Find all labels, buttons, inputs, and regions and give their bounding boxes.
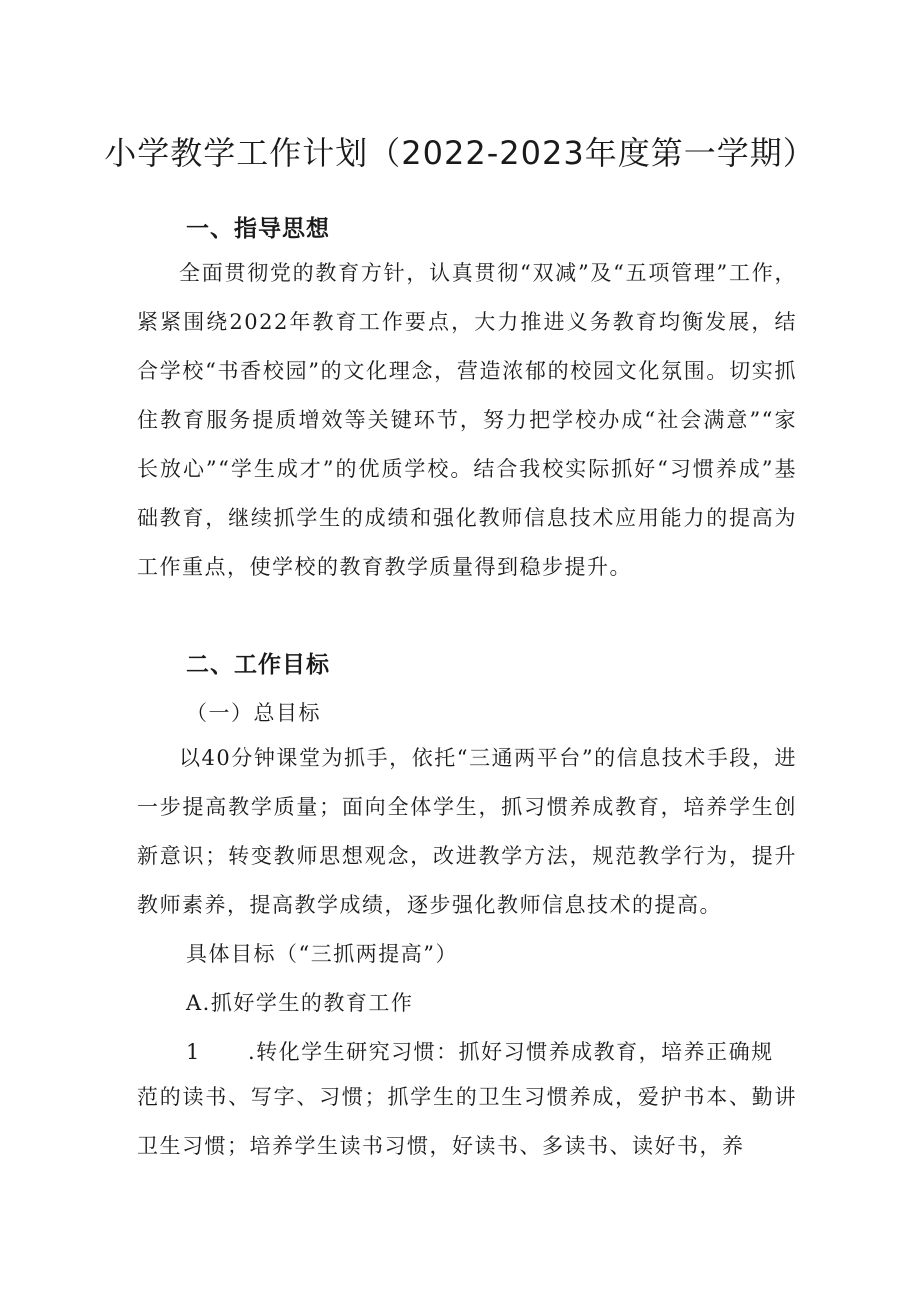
specific-goals-label: 具体目标（“三抓两提高”） [186, 942, 458, 966]
item1-text: .转化学生研究习惯：抓好习惯养成教育，培养正确规 [248, 1040, 774, 1064]
section2-heading: 二、工作目标 [186, 652, 330, 678]
section2-paragraph: 以40分钟课堂为抓手，依托“三通两平台”的信息技术手段，进一步提高教学质量；面向全体学生，抓习惯养成教育，培养学生创新意识；转变教师思想观念，改进教学方法，规范教学行为，提升教师素养，提高教学成绩，逐步强化教师信息技术的提高。 [137, 746, 797, 917]
section1-heading: 一、指导思想 [186, 216, 330, 242]
section2-subheading: （一）总目标 [186, 701, 321, 725]
section1-paragraph: 全面贯彻党的教育方针，认真贯彻“双减”及“五项管理”工作，紧紧围绕2022年教育工作要点，大力推进义务教育均衡发展，结合学校“书香校园”的文化理念，营造浓郁的校园文化氛围。切实抓住教育服务提质增效等关键环节，努力把学校办成“社会满意”“家长放心”“学生成才”的优质学校。结合我校实际抓好“习惯养成”基础教育，继续抓学生的成绩和强化教师信息技术应用能力的提高为工作重点，使学校的教育教学质量得到稳步提升。 [137, 261, 797, 579]
item1-number: 1 [186, 1040, 201, 1064]
item1-continued: 范的读书、写字、习惯；抓学生的卫生习惯养成，爱护书本、勤讲卫生习惯；培养学生读书习惯，好读书、多读书、读好书，养 [137, 1085, 797, 1158]
item-a-label: A.抓好学生的教育工作 [186, 991, 414, 1015]
document-title: 小学教学工作计划（2022-2023年度第一学期） [104, 134, 816, 172]
item1-line [186, 1036, 774, 1066]
